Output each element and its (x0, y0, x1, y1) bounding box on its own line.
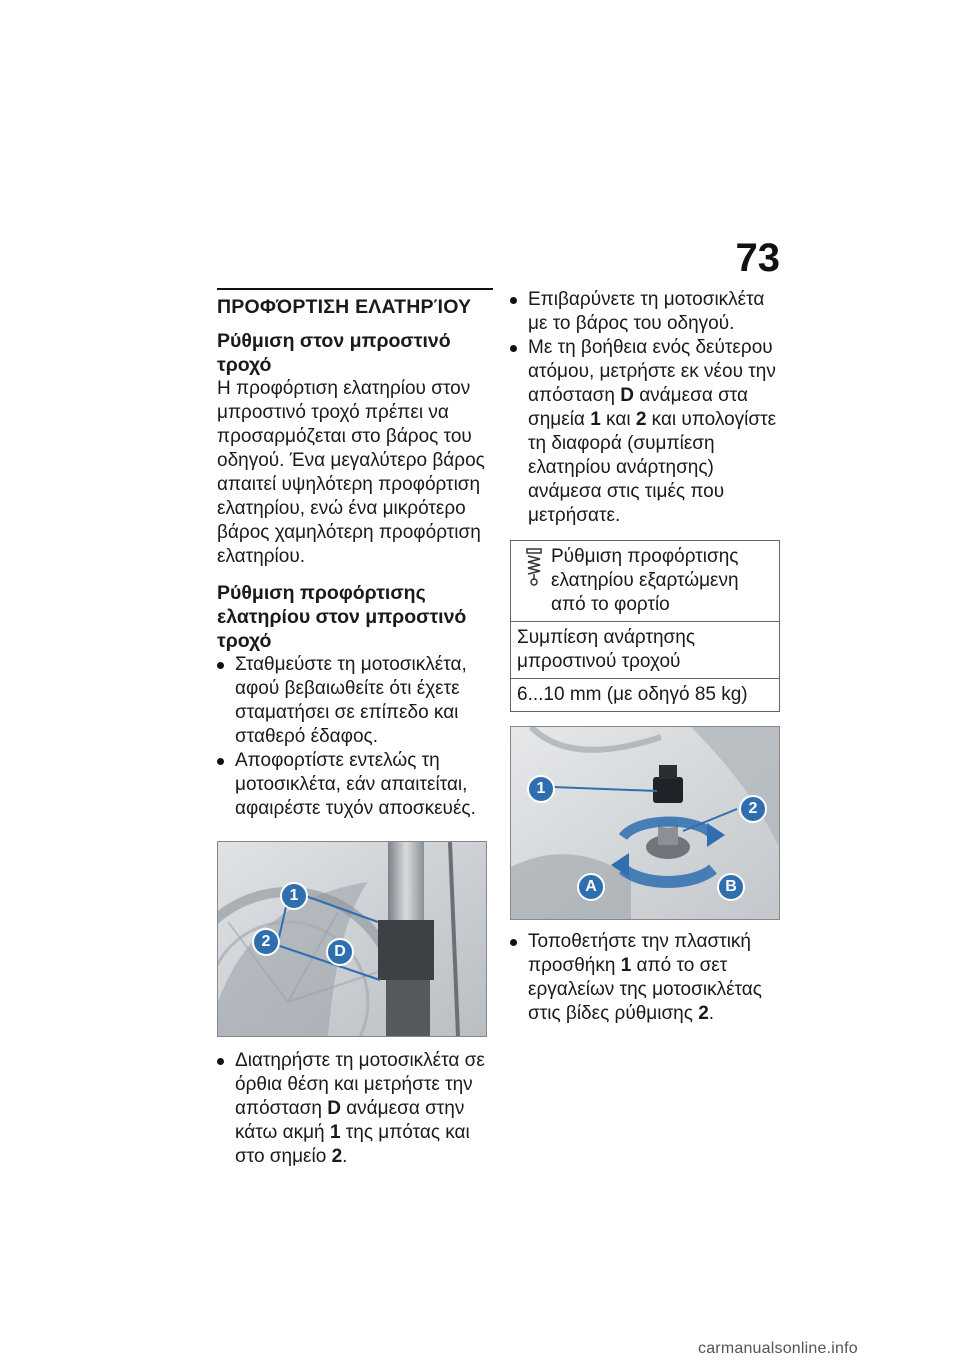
intro-paragraph: Η προφόρτιση ελατηρίου στον μπροστινό τροχό πρέπει να προσαρμόζεται στο βάρος του οδηγού. Ένα μεγαλύτερο βάρος απαιτεί υψηλότερη προφόρτιση ελατηρίου, ενώ ένα μικρότερο βάρος χαμηλότερη προφόρτιση ελατηρίου. (217, 378, 485, 567)
callout-a: A (577, 873, 605, 901)
spec-value-row: 6...10 mm (με οδηγό 85 kg) (511, 678, 779, 711)
text: Τοποθετήστε την πλαστική προσθήκη (528, 931, 751, 976)
watermark: carmanualsonline.info (698, 1340, 858, 1357)
instructions-list-1 (217, 653, 493, 821)
text: Διατηρήστε τη μοτοσικλέτα σε όρθια θέση και μετρήστε την απόσταση (235, 1050, 485, 1119)
label-d: D (620, 385, 634, 406)
label-1: 1 (329, 1122, 341, 1143)
right-column (510, 288, 786, 1038)
callout-b: B (717, 873, 745, 901)
section-title: ΠΡΟΦΌΡΤΙΣΗ ΕΛΑΤΗΡΊΟΥ (217, 288, 493, 319)
text: . (342, 1146, 348, 1167)
list-item-measure (217, 1049, 493, 1169)
list-item: Σταθμεύστε τη μοτοσικλέτα, αφού βεβαιωθείτε ότι έχετε σταματήσει σε επίπεδο και σταθερό έδαφος. (217, 653, 493, 749)
spec-label-row: Συμπίεση ανάρτησης μπροστινού τροχού (511, 621, 779, 678)
label-2: 2 (331, 1146, 343, 1167)
label-2: 2 (635, 409, 647, 430)
label-2: 2 (698, 1003, 709, 1024)
list-item-tool (510, 930, 786, 1026)
text: Με τη βοήθεια ενός δεύτερου ατόμου, μετρήστε εκ νέου την απόσταση (528, 337, 776, 406)
label-1: 1 (620, 955, 632, 976)
subhead-front-wheel: Ρύθμιση στον μπροστινό τροχό (217, 330, 451, 376)
spec-heading-row (511, 541, 779, 621)
label-1: 1 (590, 409, 601, 430)
spec-heading: Ρύθμιση προφόρτισης ελατηρίου εξαρτώμενη από το φορτίο (551, 546, 739, 615)
list-item: Επιβαρύνετε τη μοτοσικλέτα με το βάρος του οδηγού. (510, 288, 786, 336)
text: . (708, 1003, 715, 1024)
text: και (600, 409, 636, 430)
text: από το σετ εργαλείων της μοτοσικλέτας στις βίδες ρύθμισης (528, 955, 762, 1024)
subhead-preload-setting: Ρύθμιση προφόρτισης ελατηρίου στον μπροστινό τροχό (217, 582, 467, 652)
instructions-list-3 (510, 288, 786, 528)
text: της μπότας και στο σημείο (235, 1122, 470, 1167)
list-item-remeasure (510, 336, 786, 528)
callout-d: D (326, 938, 354, 966)
spec-table (510, 540, 780, 712)
left-column (217, 288, 493, 1181)
text: ανάμεσα στα σημεία (528, 385, 749, 430)
callout-2: 2 (252, 928, 280, 956)
callout-2: 2 (739, 795, 767, 823)
page-number: 73 (735, 236, 780, 280)
fork-measurement-figure (217, 841, 487, 1037)
callout-1: 1 (527, 775, 555, 803)
text: ανάμεσα στην κάτω ακμή (235, 1098, 465, 1143)
list-item: Αποφορτίστε εντελώς τη μοτοσικλέτα, εάν απαιτείται, αφαιρέστε τυχόν αποσκευές. (217, 749, 493, 821)
spring-preload-icon (523, 547, 545, 587)
instructions-list-2 (217, 1049, 493, 1169)
callout-1: 1 (280, 882, 308, 910)
instructions-list-4 (510, 930, 786, 1026)
text: και υπολογίστε τη διαφορά (συμπίεση ελατηρίου ανάρτησης) ανάμεσα στις τιμές που μετρήσατε. (528, 409, 777, 526)
label-d: D (327, 1098, 341, 1119)
preload-adjuster-figure (510, 726, 780, 920)
